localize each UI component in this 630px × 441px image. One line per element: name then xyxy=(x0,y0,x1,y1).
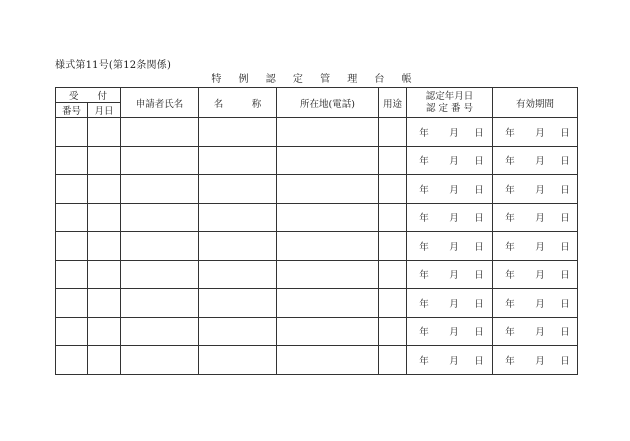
year-unit: 年 xyxy=(419,213,429,225)
cell-address-phone[interactable] xyxy=(277,118,379,147)
table-row xyxy=(56,289,578,318)
cell-number[interactable] xyxy=(56,260,88,289)
month-unit: 月 xyxy=(535,184,545,196)
cell-validity-period[interactable] xyxy=(493,232,578,261)
cell-usage[interactable] xyxy=(379,346,407,375)
certification-register-table xyxy=(55,87,578,375)
cell-cert-date[interactable] xyxy=(407,203,493,232)
cell-cert-date[interactable] xyxy=(407,346,493,375)
cell-cert-date[interactable] xyxy=(407,146,493,175)
day-unit: 日 xyxy=(474,156,484,168)
cell-month-day[interactable] xyxy=(88,317,121,346)
year-unit: 年 xyxy=(505,355,515,367)
year-unit: 年 xyxy=(419,270,429,282)
cell-address-phone[interactable] xyxy=(277,232,379,261)
cell-name[interactable] xyxy=(199,232,277,261)
header-number: 番号 xyxy=(56,103,88,118)
day-unit: 日 xyxy=(474,270,484,282)
day-unit: 日 xyxy=(474,241,484,253)
cell-month-day[interactable] xyxy=(88,175,121,204)
month-unit: 月 xyxy=(535,241,545,253)
day-unit: 日 xyxy=(474,298,484,310)
year-unit: 年 xyxy=(505,127,515,139)
table-body xyxy=(56,118,578,375)
cell-applicant-name[interactable] xyxy=(121,260,199,289)
year-unit: 年 xyxy=(505,298,515,310)
header-applicant-name: 申請者氏名 xyxy=(121,88,199,118)
header-cert-date: 認定年月日 xyxy=(425,90,474,102)
cell-validity-period[interactable] xyxy=(493,175,578,204)
header-certification xyxy=(407,88,493,118)
cell-applicant-name[interactable] xyxy=(121,146,199,175)
cell-validity-period[interactable] xyxy=(493,317,578,346)
cell-number[interactable] xyxy=(56,203,88,232)
header-cert-number: 認 定 番 号 xyxy=(425,102,474,114)
cell-number[interactable] xyxy=(56,232,88,261)
year-unit: 年 xyxy=(505,156,515,168)
year-unit: 年 xyxy=(505,213,515,225)
table-row xyxy=(56,317,578,346)
cell-name[interactable] xyxy=(199,175,277,204)
cell-address-phone[interactable] xyxy=(277,203,379,232)
cell-month-day[interactable] xyxy=(88,118,121,147)
cell-usage[interactable] xyxy=(379,118,407,147)
cell-cert-date[interactable] xyxy=(407,289,493,318)
cell-applicant-name[interactable] xyxy=(121,289,199,318)
cell-usage[interactable] xyxy=(379,232,407,261)
month-unit: 月 xyxy=(449,241,459,253)
cell-month-day[interactable] xyxy=(88,260,121,289)
cell-address-phone[interactable] xyxy=(277,346,379,375)
month-unit: 月 xyxy=(449,156,459,168)
year-unit: 年 xyxy=(419,241,429,253)
month-unit: 月 xyxy=(535,127,545,139)
cell-applicant-name[interactable] xyxy=(121,317,199,346)
year-unit: 年 xyxy=(505,241,515,253)
month-unit: 月 xyxy=(449,127,459,139)
month-unit: 月 xyxy=(449,355,459,367)
cell-name[interactable] xyxy=(199,346,277,375)
year-unit: 年 xyxy=(505,184,515,196)
cell-month-day[interactable] xyxy=(88,203,121,232)
month-unit: 月 xyxy=(535,327,545,339)
table-row xyxy=(56,260,578,289)
year-unit: 年 xyxy=(505,327,515,339)
month-unit: 月 xyxy=(535,213,545,225)
cell-cert-date[interactable] xyxy=(407,118,493,147)
day-unit: 日 xyxy=(474,327,484,339)
cell-name[interactable] xyxy=(199,260,277,289)
day-unit: 日 xyxy=(560,184,570,196)
month-unit: 月 xyxy=(449,270,459,282)
year-unit: 年 xyxy=(505,270,515,282)
month-unit: 月 xyxy=(449,298,459,310)
day-unit: 日 xyxy=(560,327,570,339)
year-unit: 年 xyxy=(419,327,429,339)
cell-name[interactable] xyxy=(199,146,277,175)
cell-address-phone[interactable] xyxy=(277,289,379,318)
year-unit: 年 xyxy=(419,156,429,168)
month-unit: 月 xyxy=(535,298,545,310)
cell-address-phone[interactable] xyxy=(277,317,379,346)
header-address-phone: 所在地(電話) xyxy=(277,88,379,118)
year-unit: 年 xyxy=(419,298,429,310)
month-unit: 月 xyxy=(449,213,459,225)
day-unit: 日 xyxy=(560,241,570,253)
cell-address-phone[interactable] xyxy=(277,260,379,289)
day-unit: 日 xyxy=(560,355,570,367)
day-unit: 日 xyxy=(474,213,484,225)
cell-month-day[interactable] xyxy=(88,146,121,175)
cell-number[interactable] xyxy=(56,346,88,375)
cell-address-phone[interactable] xyxy=(277,146,379,175)
cell-number[interactable] xyxy=(56,118,88,147)
header-month-day: 月日 xyxy=(88,103,121,118)
header-usage: 用途 xyxy=(379,88,407,118)
cell-name[interactable] xyxy=(199,118,277,147)
cell-applicant-name[interactable] xyxy=(121,175,199,204)
day-unit: 日 xyxy=(474,127,484,139)
cell-name[interactable] xyxy=(199,289,277,318)
cell-address-phone[interactable] xyxy=(277,175,379,204)
cell-applicant-name[interactable] xyxy=(121,118,199,147)
year-unit: 年 xyxy=(419,127,429,139)
cell-month-day[interactable] xyxy=(88,346,121,375)
cell-applicant-name[interactable] xyxy=(121,232,199,261)
table-row xyxy=(56,203,578,232)
cell-usage[interactable] xyxy=(379,289,407,318)
cell-usage[interactable] xyxy=(379,260,407,289)
day-unit: 日 xyxy=(474,355,484,367)
day-unit: 日 xyxy=(560,127,570,139)
cell-number[interactable] xyxy=(56,289,88,318)
day-unit: 日 xyxy=(560,298,570,310)
cell-usage[interactable] xyxy=(379,203,407,232)
cell-usage[interactable] xyxy=(379,146,407,175)
table-row xyxy=(56,118,578,147)
day-unit: 日 xyxy=(560,213,570,225)
cell-name[interactable] xyxy=(199,203,277,232)
month-unit: 月 xyxy=(535,270,545,282)
table-row xyxy=(56,146,578,175)
cell-cert-date[interactable] xyxy=(407,260,493,289)
cell-number[interactable] xyxy=(56,317,88,346)
cell-cert-date[interactable] xyxy=(407,175,493,204)
cell-month-day[interactable] xyxy=(88,232,121,261)
table-row xyxy=(56,346,578,375)
table-row xyxy=(56,175,578,204)
header-validity-period: 有効期間 xyxy=(493,88,578,118)
cell-validity-period[interactable] xyxy=(493,203,578,232)
day-unit: 日 xyxy=(474,184,484,196)
month-unit: 月 xyxy=(449,184,459,196)
cell-applicant-name[interactable] xyxy=(121,203,199,232)
month-unit: 月 xyxy=(449,327,459,339)
day-unit: 日 xyxy=(560,156,570,168)
month-unit: 月 xyxy=(535,156,545,168)
year-unit: 年 xyxy=(419,355,429,367)
month-unit: 月 xyxy=(535,355,545,367)
year-unit: 年 xyxy=(419,184,429,196)
cell-cert-date[interactable] xyxy=(407,232,493,261)
cell-usage[interactable] xyxy=(379,317,407,346)
cell-month-day[interactable] xyxy=(88,289,121,318)
cell-usage[interactable] xyxy=(379,175,407,204)
cell-validity-period[interactable] xyxy=(493,146,578,175)
page-title: 特 例 認 定 管 理 台 帳 xyxy=(211,74,419,85)
header-name: 名 称 xyxy=(199,88,277,118)
day-unit: 日 xyxy=(560,270,570,282)
header-receipt: 受 付 xyxy=(56,88,121,103)
cell-number[interactable] xyxy=(56,146,88,175)
cell-cert-date[interactable] xyxy=(407,317,493,346)
cell-validity-period[interactable] xyxy=(493,346,578,375)
cell-applicant-name[interactable] xyxy=(121,346,199,375)
cell-validity-period[interactable] xyxy=(493,118,578,147)
cell-name[interactable] xyxy=(199,317,277,346)
cell-validity-period[interactable] xyxy=(493,289,578,318)
cell-number[interactable] xyxy=(56,175,88,204)
cell-validity-period[interactable] xyxy=(493,260,578,289)
form-reference: 様式第11号(第12条関係) xyxy=(55,60,172,71)
table-row xyxy=(56,232,578,261)
